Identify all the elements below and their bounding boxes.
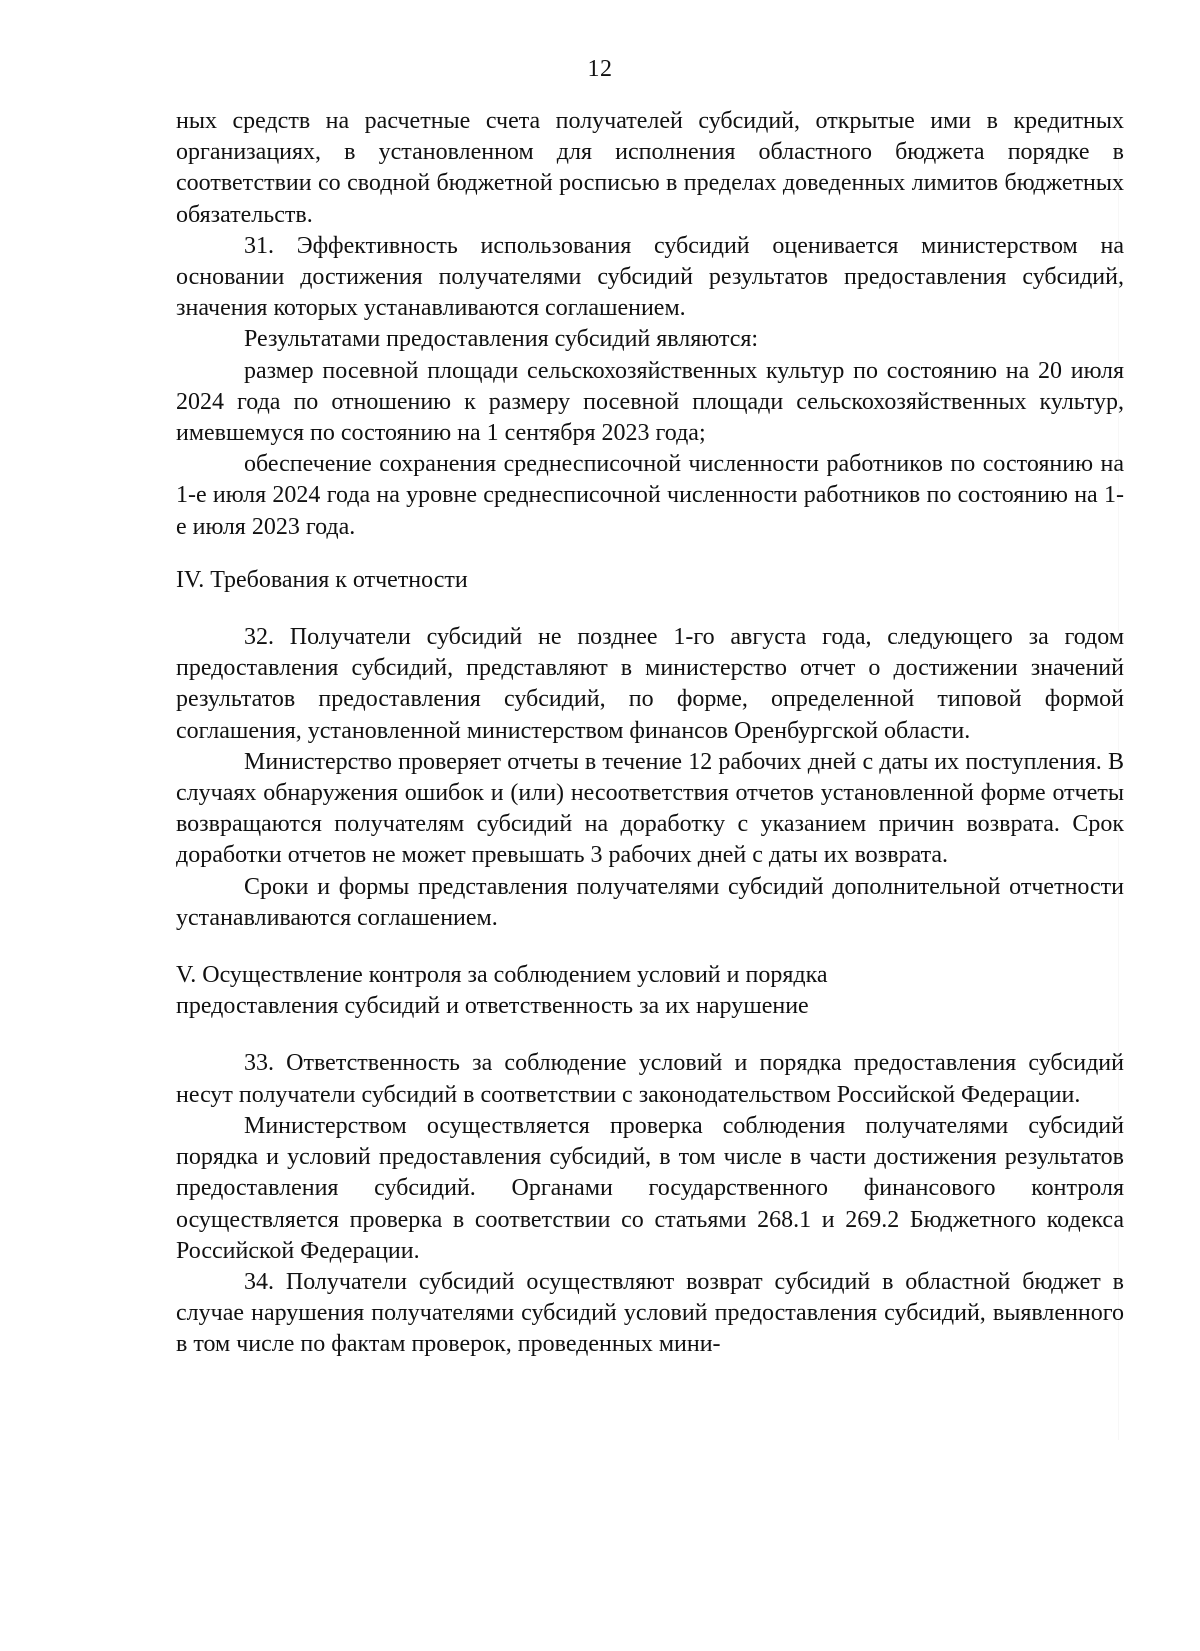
paragraph-32: 32. Получатели субсидий не позднее 1-го августа года, следующего за годом предоставления субсидий, представляют в министерство отчет о достижении значений результатов предоставления субсидий, по форме, определенной типовой формой соглашения, установленной министерством финансов Оренбургской области. (176, 624, 1124, 744)
paragraph-32-additional-reporting: Сроки и формы представления получателями субсидий дополнительной отчетности устанавливаются соглашением. (176, 873, 1124, 931)
section-4-heading: IV. Требования к отчетности (176, 566, 468, 593)
paragraph-31-results-intro: Результатами предоставления субсидий являются: (244, 326, 759, 353)
paragraph-32-report-check: Министерство проверяет отчеты в течение 12 рабочих дней с даты их поступления. В случаях обнаружения ошибок и (или) несоответствия отчетов установленной форме отчеты возвращаются получателям субсидий на доработку с указанием причин возврата. Срок доработки отчетов не может превышать 3 рабочих дней с даты их возврата. (176, 748, 1124, 869)
paragraph-31-result-sown-area: размер посевной площади сельскохозяйственных культур по состоянию на 20 июля 2024 года по отношению к размеру посевной площади сельскохозяйственных культур, имевшемуся по состоянию на 1 сентября 2023 года; (176, 357, 1124, 447)
paragraph-33: 33. Ответственность за соблюдение условий и порядка предоставления субсидий несут получатели субсидий в соответствии с законодательством Российской Федерации. (176, 1050, 1124, 1108)
paragraph-31-result-employees: обеспечение сохранения среднесписочной численности работников по состоянию на 1-е июля 2024 года на уровне среднесписочной численности работников по состоянию на 1-е июля 2023 года. (176, 451, 1124, 540)
paragraph-34: 34. Получатели субсидий осуществляют возврат субсидий в областной бюджет в случае нарушения получателями субсидий условий предоставления субсидий, выявленного в том числе по фактам проверок, проведенных мини- (176, 1268, 1124, 1358)
page-number: 12 (587, 56, 613, 82)
paragraph-31: 31. Эффективность использования субсидий оценивается министерством на основании достижения получателями субсидий результатов предоставления субсидий, значения которых устанавливаются соглашением. (176, 232, 1124, 322)
section-5-heading (176, 960, 1124, 1022)
section-5-heading-line-1: V. Осуществление контроля за соблюдением условий и порядка (176, 962, 828, 989)
document-body (176, 106, 1124, 1361)
spacer (176, 543, 1124, 565)
section-5-heading-line-2: предоставления субсидий и ответственность за их нарушение (176, 993, 809, 1020)
paragraph-continuation: ных средств на расчетные счета получателей субсидий, открытые ими в кредитных организациях, в установленном для исполнения областного бюджета порядке в соответствии со сводной бюджетной росписью в пределах доведенных лимитов бюджетных обязательств. (176, 108, 1124, 228)
spacer (176, 934, 1124, 960)
paragraph-33-inspection: Министерством осуществляется проверка соблюдения получателями субсидий порядка и условий предоставления субсидий, в том числе в части достижения результатов предоставления субсидий. Органами государственного финансового контроля осуществляется проверка в соответствии со статьями 268.1 и 269.2 Бюджетного кодекса Российской Федерации. (176, 1112, 1124, 1264)
spacer (176, 1022, 1124, 1048)
spacer (176, 596, 1124, 622)
